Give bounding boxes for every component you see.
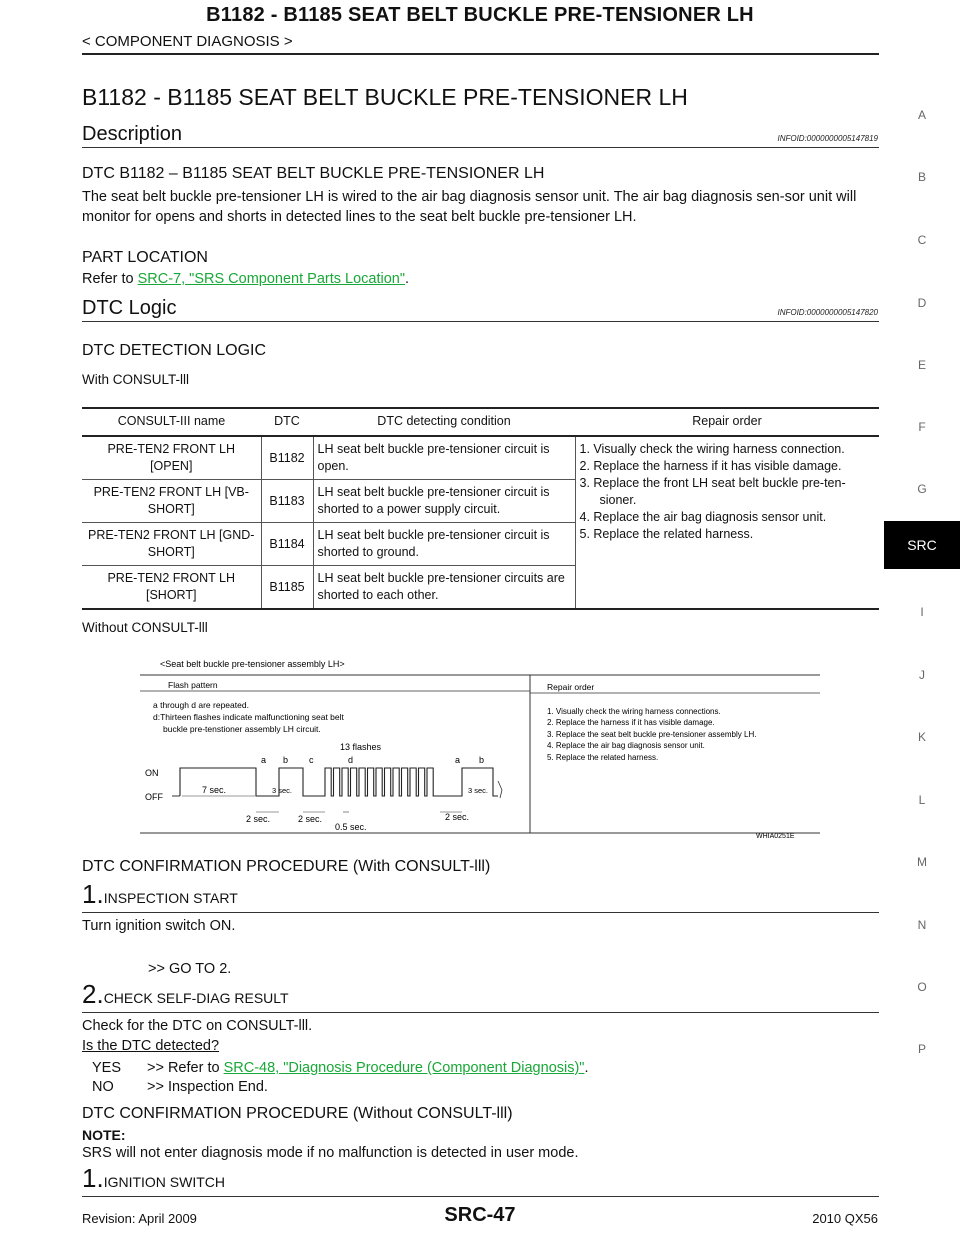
flash-waveform: [180, 768, 498, 796]
side-index-e[interactable]: E: [917, 358, 926, 372]
repair-order-item: 1. Visually check the wiring harness connection.: [579, 442, 845, 456]
diagram-title: <Seat belt buckle pre-tensioner assembly LH>: [160, 659, 345, 669]
confirm-without-heading: DTC CONFIRMATION PROCEDURE (Without CONSULT-lll): [82, 1105, 513, 1122]
diagram-repair-item: 2. Replace the harness if it has visible damage.: [547, 718, 715, 727]
confirm-with-heading: DTC CONFIRMATION PROCEDURE (With CONSULT-lll): [82, 858, 491, 875]
diagram-code: WHIA0251E: [756, 833, 795, 840]
part-location-text: [82, 269, 882, 289]
no-label: NO: [92, 1079, 114, 1095]
off-label: OFF: [145, 792, 163, 802]
time-7sec: 7 sec.: [202, 785, 227, 795]
dtc-logic-rule: [82, 321, 879, 322]
letter-a: a: [261, 755, 267, 765]
page-header-title: B1182 - B1185 SEAT BELT BUCKLE PRE-TENSIONER LH: [206, 4, 754, 26]
time-2sec-c: 2 sec.: [445, 812, 470, 822]
diagram-repair-item: 5. Replace the related harness.: [547, 753, 659, 762]
side-index-c[interactable]: C: [917, 233, 927, 247]
main-title: B1182 - B1185 SEAT BELT BUCKLE PRE-TENSIONER LH: [82, 84, 688, 110]
side-index-i[interactable]: I: [920, 605, 924, 619]
time-2sec-a: 2 sec.: [246, 814, 271, 824]
part-location-heading: PART LOCATION: [82, 249, 208, 266]
step2-title: [82, 979, 289, 1010]
time-3sec-b: 3 sec.: [468, 786, 489, 795]
row-dtc: B1185: [261, 566, 313, 610]
wave-break-mark: [498, 781, 502, 798]
step2-rule: [82, 1012, 879, 1013]
description-heading: Description: [82, 123, 183, 145]
step1-goto: >> GO TO 2.: [148, 961, 232, 977]
yes-text: [147, 1060, 588, 1076]
letter-d: d: [348, 755, 354, 765]
repair-order-item: 5. Replace the related harness.: [579, 527, 754, 541]
repair-order-item: 2. Replace the harness if it has visible damage.: [579, 459, 842, 473]
yes-label: YES: [92, 1060, 122, 1076]
with-consult-label: With CONSULT-lll: [82, 372, 190, 387]
step1-text: Turn ignition switch ON.: [82, 918, 236, 934]
col-repair-order: Repair order: [575, 408, 879, 436]
description-info-id: INFOID:0000000005147819: [777, 134, 878, 143]
footer-model: 2010 QX56: [812, 1211, 878, 1226]
letter-b: b: [283, 755, 289, 765]
diagnosis-procedure-link[interactable]: SRC-48, "Diagnosis Procedure (Component Diagnosis)": [223, 1060, 585, 1076]
side-index-k[interactable]: K: [917, 730, 926, 744]
dtc-detected-question: Is the DTC detected?: [82, 1038, 220, 1054]
yes-suffix: .: [584, 1060, 589, 1076]
dtc-logic-heading: DTC Logic: [82, 297, 177, 319]
on-label: ON: [145, 768, 159, 778]
row-name: PRE-TEN2 FRONT LH [OPEN]: [82, 436, 261, 480]
step1-number: 1.: [82, 879, 104, 909]
note-line-1: a through d are repeated.: [153, 700, 249, 710]
side-index-n[interactable]: N: [917, 918, 927, 932]
without-consult-label: Without CONSULT-lll: [82, 620, 208, 635]
repair-order-item: 4. Replace the air bag diagnosis sensor unit.: [579, 510, 827, 524]
diagram-repair-item: 4. Replace the air bag diagnosis sensor unit.: [547, 741, 705, 750]
description-rule: [82, 147, 879, 148]
repair-order-cell: [575, 436, 879, 609]
flash-pattern-diagram: [120, 650, 840, 845]
time-3sec-a: 3 sec.: [272, 786, 293, 795]
side-index-f[interactable]: F: [918, 420, 926, 434]
note-line-2: d:Thirteen flashes indicate malfunctioning seat belt: [153, 712, 344, 722]
note-text: SRS will not enter diagnosis mode if no malfunction is detected in user mode.: [82, 1145, 579, 1161]
detection-logic-heading: DTC DETECTION LOGIC: [82, 342, 267, 359]
row-dtc: B1182: [261, 436, 313, 480]
repair-order-item: 3. Replace the front LH seat belt buckle pre-ten-sioner.: [579, 476, 846, 507]
side-index-g[interactable]: G: [917, 482, 927, 496]
side-index-d[interactable]: D: [917, 296, 927, 310]
yes-prefix: >> Refer to: [147, 1060, 224, 1076]
dtc-heading: DTC B1182 – B1185 SEAT BELT BUCKLE PRE-TENSIONER LH: [82, 165, 545, 182]
time-05sec: 0.5 sec.: [335, 822, 367, 832]
letter-a-repeat: a: [455, 755, 461, 765]
step2-label: CHECK SELF-DIAG RESULT: [103, 990, 289, 1006]
part-location-prefix: Refer to: [82, 271, 138, 287]
repair-order-label: Repair order: [547, 682, 595, 692]
row-condition: LH seat belt buckle pre-tensioner circuits are shorted to each other.: [313, 566, 575, 610]
step1b-label: IGNITION SWITCH: [103, 1174, 226, 1190]
step1b-title: [82, 1163, 225, 1194]
step1b-rule: [82, 1196, 879, 1197]
side-index-j[interactable]: J: [919, 668, 925, 682]
note-line-3: buckle pre-tenstioner assembly LH circuit.: [163, 724, 321, 734]
note-label: NOTE:: [82, 1127, 126, 1143]
letter-b-repeat: b: [479, 755, 485, 765]
diagram-repair-item: 1. Visually check the wiring harness connections.: [547, 707, 721, 716]
row-condition: LH seat belt buckle pre-tensioner circuit is open.: [313, 436, 575, 480]
step1-title: [82, 879, 238, 910]
side-index-m[interactable]: M: [917, 855, 927, 869]
description-text: The seat belt buckle pre-tensioner LH is wired to the air bag diagnosis sensor unit. The air bag diagnosis sen-sor unit will monitor for opens and shorts in detected lines to the seat belt buckle pre-tensioner LH.: [82, 189, 857, 225]
col-dtc: DTC: [261, 408, 313, 436]
no-text: >> Inspection End.: [147, 1079, 268, 1095]
side-index-l[interactable]: L: [918, 793, 926, 807]
dtc-table: [82, 407, 879, 610]
col-consult-name: CONSULT-III name: [82, 408, 261, 436]
flashes-label: 13 flashes: [340, 742, 382, 752]
diagram-repair-item: 3. Replace the seat belt buckle pre-tensioner assembly LH.: [547, 730, 757, 739]
row-name: PRE-TEN2 FRONT LH [VB-SHORT]: [82, 480, 261, 523]
part-location-link[interactable]: SRC-7, "SRS Component Parts Location": [137, 271, 405, 287]
part-location-suffix: .: [405, 271, 410, 287]
row-dtc: B1184: [261, 523, 313, 566]
row-name: PRE-TEN2 FRONT LH [SHORT]: [82, 566, 261, 610]
side-index-src-active[interactable]: SRC: [884, 521, 960, 569]
letter-c: c: [309, 755, 314, 765]
footer-revision: Revision: April 2009: [82, 1211, 197, 1226]
side-index-p[interactable]: P: [917, 1042, 926, 1056]
step1-label: INSPECTION START: [103, 890, 238, 906]
col-condition: DTC detecting condition: [313, 408, 575, 436]
side-index-o[interactable]: O: [917, 980, 927, 994]
step1b-number: 1.: [82, 1163, 104, 1193]
flash-pattern-label: Flash pattern: [168, 680, 218, 690]
step2-text: Check for the DTC on CONSULT-lll.: [82, 1018, 313, 1034]
page-header-subtitle: < COMPONENT DIAGNOSIS >: [82, 33, 293, 50]
step2-number: 2.: [82, 979, 104, 1009]
step1-rule: [82, 912, 879, 913]
row-dtc: B1183: [261, 480, 313, 523]
side-index-a[interactable]: A: [917, 108, 926, 122]
repair-order-list: [580, 441, 876, 543]
row-condition: LH seat belt buckle pre-tensioner circuit is shorted to ground.: [313, 523, 575, 566]
row-condition: LH seat belt buckle pre-tensioner circuit is shorted to a power supply circuit.: [313, 480, 575, 523]
side-index-b[interactable]: B: [917, 170, 926, 184]
row-name: PRE-TEN2 FRONT LH [GND-SHORT]: [82, 523, 261, 566]
time-2sec-b: 2 sec.: [298, 814, 323, 824]
footer-page-number: SRC-47: [444, 1204, 516, 1226]
header-rule: [82, 53, 879, 55]
table-row: [82, 436, 879, 480]
dtc-logic-info-id: INFOID:0000000005147820: [777, 308, 878, 317]
